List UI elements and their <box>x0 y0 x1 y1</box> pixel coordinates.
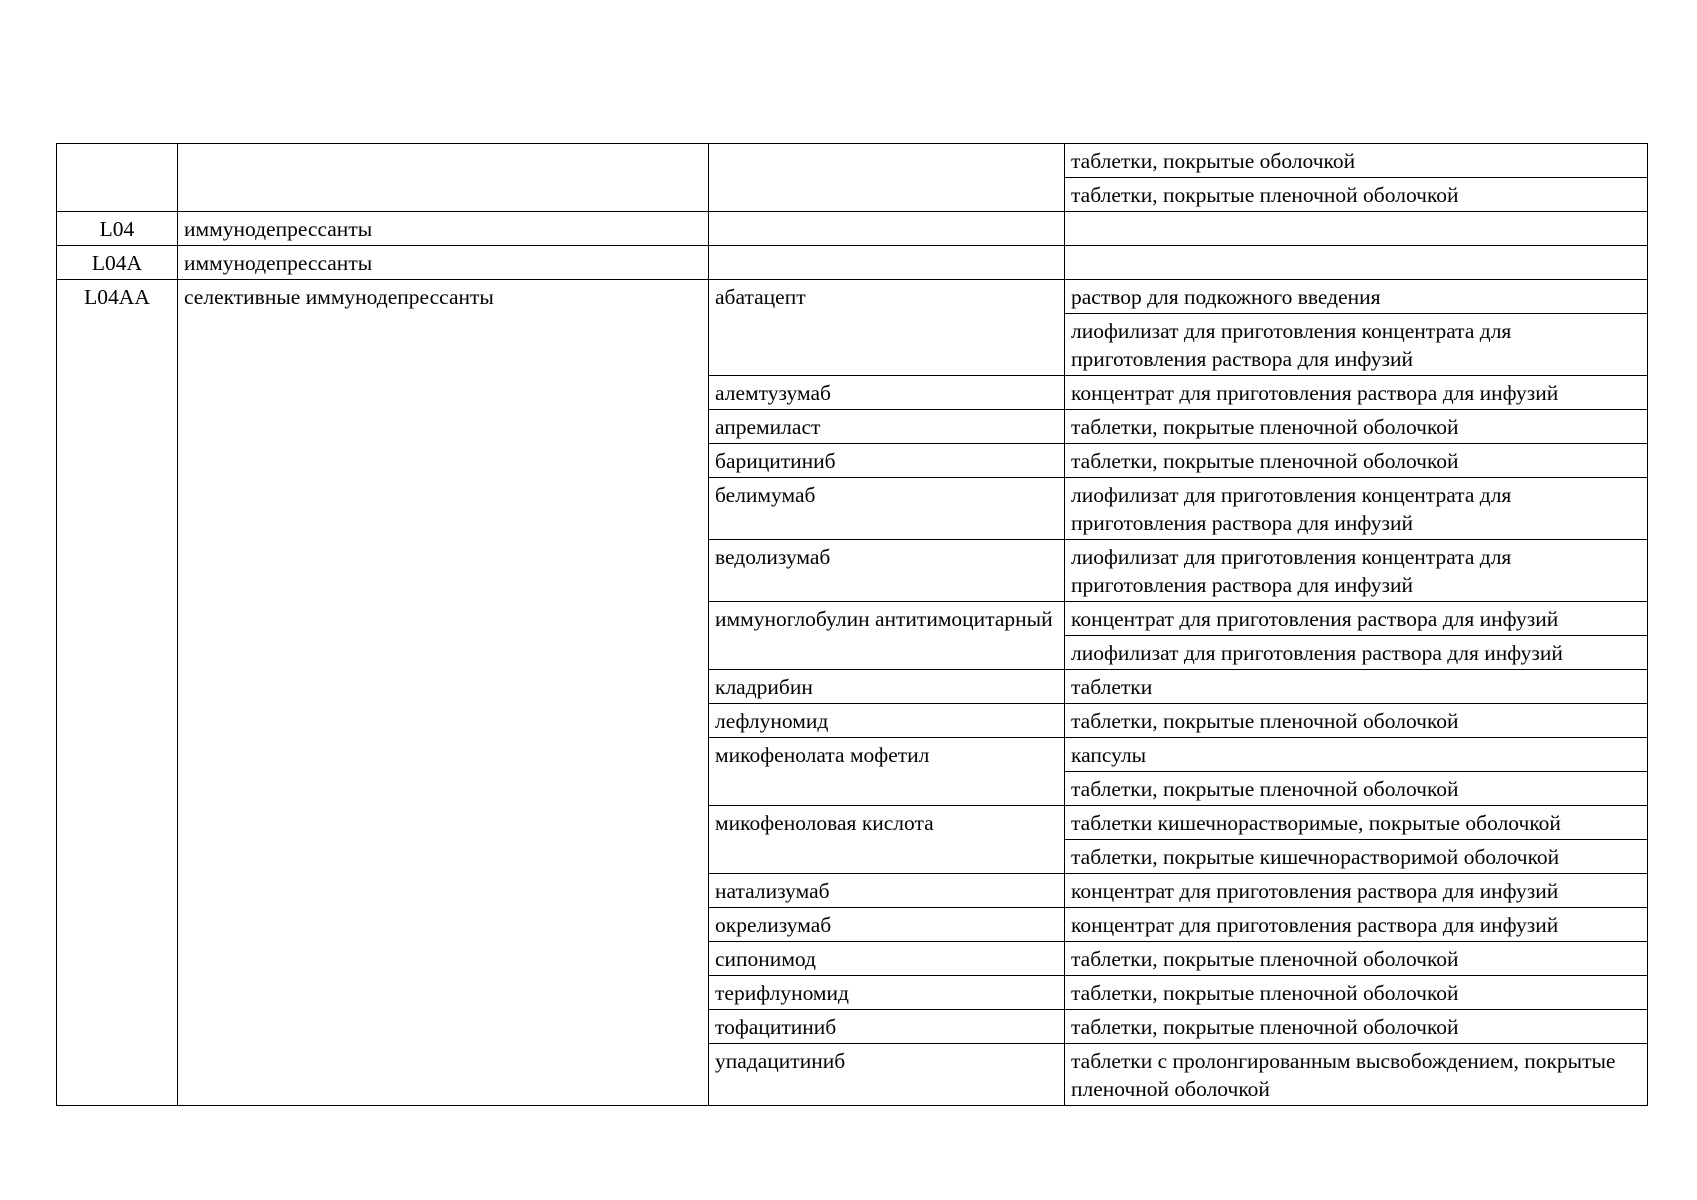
dosage-form-cell: концентрат для приготовления раствора для инфузий <box>1065 908 1648 942</box>
drug-name-cell: сипонимод <box>709 942 1065 976</box>
drug-name-cell: терифлуномид <box>709 976 1065 1010</box>
drug-table-body <box>57 144 1648 1106</box>
drug-name-cell: абатацепт <box>709 280 1065 376</box>
table-row <box>57 212 1648 246</box>
drug-name-cell: окрелизумаб <box>709 908 1065 942</box>
drug-name-cell: микофеноловая кислота <box>709 806 1065 874</box>
table-row <box>57 246 1648 280</box>
drug-name-cell <box>709 144 1065 212</box>
dosage-form-cell: капсулы <box>1065 738 1648 772</box>
atc-code-cell <box>57 144 178 212</box>
dosage-form-cell: таблетки, покрытые оболочкой <box>1065 144 1648 178</box>
drug-name-cell: алемтузумаб <box>709 376 1065 410</box>
drug-name-cell <box>709 246 1065 280</box>
dosage-form-cell: таблетки кишечнорастворимые, покрытые оболочкой <box>1065 806 1648 840</box>
dosage-form-cell: таблетки, покрытые пленочной оболочкой <box>1065 976 1648 1010</box>
drug-name-cell: тофацитиниб <box>709 1010 1065 1044</box>
dosage-form-cell: таблетки, покрытые кишечнорастворимой оболочкой <box>1065 840 1648 874</box>
dosage-form-cell: таблетки, покрытые пленочной оболочкой <box>1065 178 1648 212</box>
dosage-form-cell: лиофилизат для приготовления раствора для инфузий <box>1065 636 1648 670</box>
dosage-form-cell: таблетки, покрытые пленочной оболочкой <box>1065 410 1648 444</box>
dosage-form-cell: концентрат для приготовления раствора для инфузий <box>1065 376 1648 410</box>
drug-table <box>56 143 1648 1106</box>
dosage-form-cell: таблетки, покрытые пленочной оболочкой <box>1065 1010 1648 1044</box>
dosage-form-cell: таблетки, покрытые пленочной оболочкой <box>1065 704 1648 738</box>
drug-name-cell: апремиласт <box>709 410 1065 444</box>
dosage-form-cell <box>1065 246 1648 280</box>
group-name-cell <box>178 144 709 212</box>
table-row <box>57 144 1648 178</box>
dosage-form-cell: лиофилизат для приготовления концентрата для приготовления раствора для инфузий <box>1065 314 1648 376</box>
dosage-form-cell: концентрат для приготовления раствора для инфузий <box>1065 602 1648 636</box>
drug-name-cell <box>709 212 1065 246</box>
dosage-form-cell: раствор для подкожного введения <box>1065 280 1648 314</box>
atc-code-cell: L04AA <box>57 280 178 1106</box>
group-name-cell: иммунодепрессанты <box>178 246 709 280</box>
atc-code-cell: L04 <box>57 212 178 246</box>
drug-name-cell: лефлуномид <box>709 704 1065 738</box>
drug-name-cell: иммуноглобулин антитимоцитарный <box>709 602 1065 670</box>
dosage-form-cell: таблетки, покрытые пленочной оболочкой <box>1065 942 1648 976</box>
drug-name-cell: ведолизумаб <box>709 540 1065 602</box>
drug-name-cell: микофенолата мофетил <box>709 738 1065 806</box>
dosage-form-cell: лиофилизат для приготовления концентрата для приготовления раствора для инфузий <box>1065 540 1648 602</box>
dosage-form-cell: таблетки, покрытые пленочной оболочкой <box>1065 772 1648 806</box>
drug-name-cell: кладрибин <box>709 670 1065 704</box>
group-name-cell: селективные иммунодепрессанты <box>178 280 709 1106</box>
dosage-form-cell: таблетки, покрытые пленочной оболочкой <box>1065 444 1648 478</box>
drug-name-cell: барицитиниб <box>709 444 1065 478</box>
dosage-form-cell: концентрат для приготовления раствора для инфузий <box>1065 874 1648 908</box>
atc-code-cell: L04A <box>57 246 178 280</box>
drug-name-cell: упадацитиниб <box>709 1044 1065 1106</box>
drug-name-cell: натализумаб <box>709 874 1065 908</box>
dosage-form-cell: таблетки с пролонгированным высвобождением, покрытые пленочной оболочкой <box>1065 1044 1648 1106</box>
table-row <box>57 280 1648 314</box>
group-name-cell: иммунодепрессанты <box>178 212 709 246</box>
dosage-form-cell: таблетки <box>1065 670 1648 704</box>
drug-name-cell: белимумаб <box>709 478 1065 540</box>
dosage-form-cell: лиофилизат для приготовления концентрата для приготовления раствора для инфузий <box>1065 478 1648 540</box>
dosage-form-cell <box>1065 212 1648 246</box>
